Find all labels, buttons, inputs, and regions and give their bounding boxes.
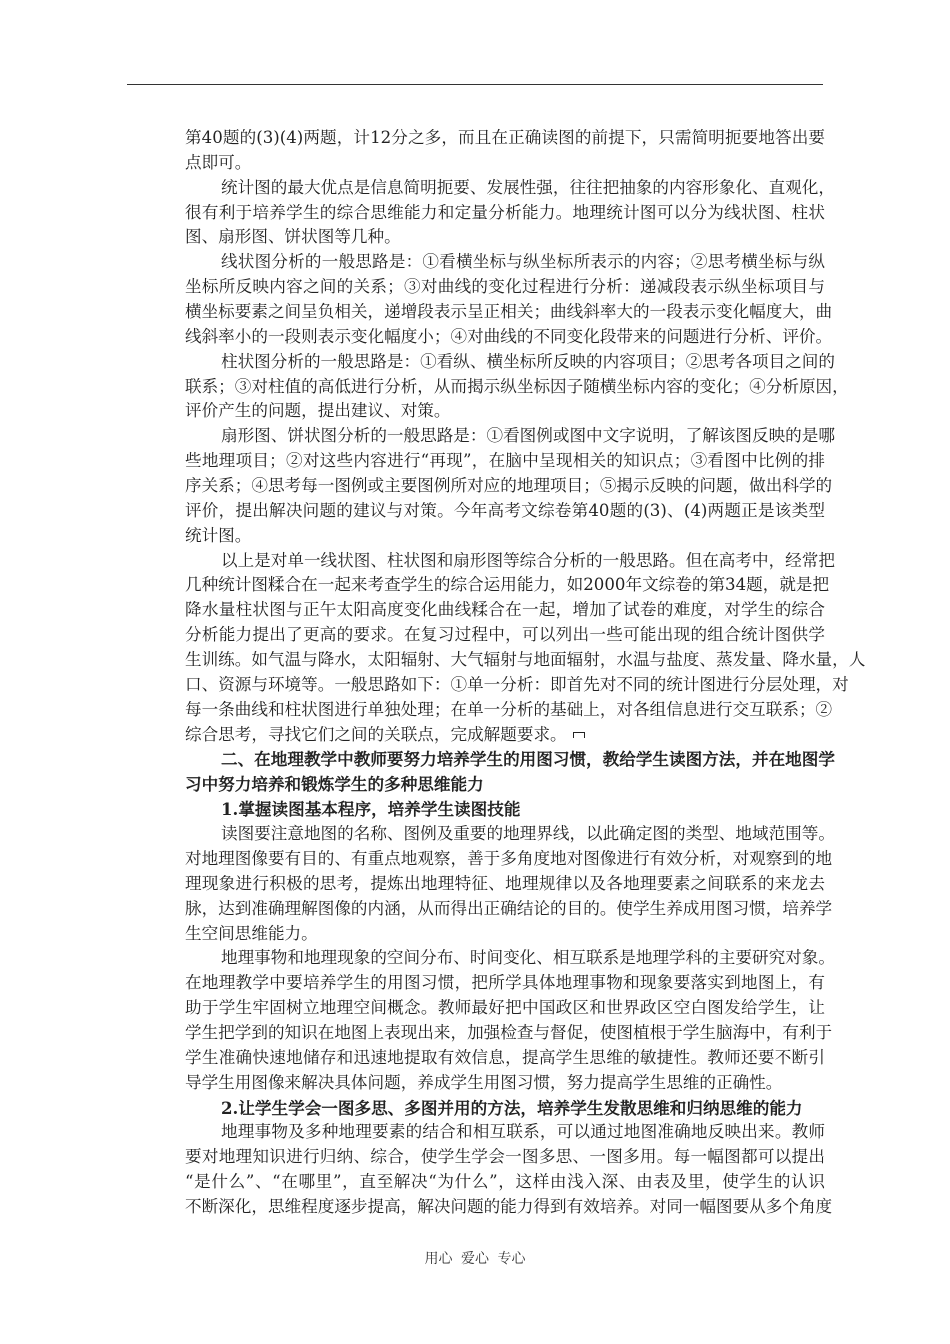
text-line: [185, 499, 825, 524]
line-text: “是什么”、“在哪里”，直至解决“为什么”，这样由浅入深、由表及里，使学生的认识: [185, 1172, 825, 1192]
text-line: [185, 673, 849, 698]
text-line: [185, 350, 835, 375]
line-text: 第40题的(3)(4)两题，计12分之多，而且在正确读图的前提下，只需简明扼要地答出要: [185, 128, 825, 147]
text-line: [185, 1021, 833, 1046]
text-line: [185, 325, 833, 350]
text-line: [185, 250, 825, 275]
text-line: [185, 399, 825, 424]
text-line: [185, 623, 825, 648]
text-line: [185, 723, 825, 748]
line-text: 学生准确快速地储存和迅速地提取有效信息，提高学生思维的敏捷性。教师还要不断引: [185, 1047, 825, 1067]
line-text: 要对地理知识进行归纳、综合，使学生学会一图多思、一图多用。每一幅图都可以提出: [185, 1147, 825, 1167]
header-rule: [127, 84, 823, 85]
line-text: 综合思考，寻找它们之间的关联点，完成解题要求。: [185, 724, 567, 744]
line-text: 很有利于培养学生的综合思维能力和定量分析能力。地理统计图可以分为线状图、柱状: [185, 202, 825, 222]
text-line: [185, 1120, 825, 1145]
text-line: [185, 1046, 825, 1071]
text-line: [185, 176, 835, 201]
text-line: [185, 946, 835, 971]
text-line: [185, 126, 825, 151]
line-text: 扇形图、饼状图分析的一般思路是：①看图例或图中文字说明，了解该图反映的是哪: [221, 426, 835, 446]
text-line: [185, 922, 825, 947]
section-heading-line: [185, 772, 825, 797]
text-line: [185, 201, 825, 226]
section-heading-line: [185, 1096, 825, 1121]
line-text: 柱状图分析的一般思路是：①看纵、横坐标所反映的内容项目；②思考各项目之间的: [221, 351, 835, 371]
text-line: [185, 1170, 825, 1195]
line-text: 生训练。如气温与降水，太阳辐射、大气辐射与地面辐射，水温与盐度、蒸发量、降水量，人: [185, 650, 866, 670]
line-text: 降水量柱状图与正午太阳高度变化曲线糅合在一起，增加了试卷的难度，对学生的综合: [185, 600, 825, 620]
text-line: [185, 375, 849, 400]
text-line: [185, 424, 835, 449]
line-text: 些地理项目；②对这些内容进行“再现”，在脑中呈现相关的知识点；③看图中比例的排: [185, 451, 825, 471]
line-text: 线斜率小的一段则表示变化幅度小；④对曲线的不同变化段带来的问题进行分析、评价。: [185, 326, 833, 346]
line-text: 脉，达到准确理解图像的内涵，从而得出正确结论的目的。使学生养成用图习惯，培养学: [185, 898, 833, 918]
line-text: 对地理图像要有目的、有重点地观察，善于多角度地对图像进行有效分析，对观察到的地: [185, 848, 833, 868]
line-text: 读图要注意地图的名称、图例及重要的地理界线，以此确定图的类型、地域范围等。: [221, 824, 835, 844]
line-text: 线状图分析的一般思路是：①看横坐标与纵坐标所表示的内容；②思考横坐标与纵: [221, 252, 825, 272]
section-heading-line: [185, 797, 825, 822]
text-line: [185, 449, 825, 474]
text-line: [185, 573, 830, 598]
line-text: 每一条曲线和柱状图进行单独处理；在单一分析的基础上，对各组信息进行交互联系；②: [185, 699, 833, 719]
text-line: [185, 549, 835, 574]
text-line: [185, 1071, 825, 1096]
line-text: 不断深化，思维程度逐步提高，解决问题的能力得到有效培养。对同一幅图要从多个角度: [185, 1196, 833, 1216]
line-text: 坐标所反映内容之间的关系；③对曲线的变化过程进行分析：递减段表示纵坐标项目与: [185, 277, 825, 297]
text-line: [185, 698, 833, 723]
text-line: [185, 225, 825, 250]
text-line: [185, 971, 825, 996]
line-text: 1.掌握读图基本程序，培养学生读图技能: [221, 799, 521, 820]
line-text: 统计图。: [185, 525, 252, 545]
line-text: 2.让学生学会一图多思、多图并用的方法，培养学生发散思维和归纳思维的能力: [221, 1097, 803, 1118]
line-text: 生空间思维能力。: [185, 923, 318, 943]
text-line: [185, 1195, 833, 1220]
text-line: [185, 151, 825, 176]
text-line: [185, 598, 825, 623]
text-line: [185, 300, 833, 325]
line-text: 二、在地理教学中教师要努力培养学生的用图习惯，教给学生读图方法，并在地图学: [221, 749, 835, 770]
line-text: 习中努力培养和锻炼学生的多种思维能力: [185, 774, 484, 795]
text-line: [185, 822, 835, 847]
text-line: [185, 474, 833, 499]
line-text: 分析能力提出了更高的要求。在复习过程中，可以列出一些可能出现的组合统计图供学: [185, 625, 825, 645]
line-text: 以上是对单一线状图、柱状图和扇形图等综合分析的一般思路。但在高考中，经常把: [221, 550, 835, 570]
document-body: [185, 126, 866, 1220]
text-line: [185, 1145, 825, 1170]
line-text: 点即可。: [185, 152, 252, 172]
line-text: 评价产生的问题，提出建议、对策。: [185, 401, 451, 421]
page-footer: 用心 爱心 专心: [424, 1251, 526, 1267]
text-line: [185, 996, 825, 1021]
line-text: 学生把学到的知识在地图上表现出来，加强检查与督促，使图植根于学生脑海中，有利于: [185, 1022, 833, 1042]
text-line: [185, 648, 866, 673]
line-text: 序关系；④思考每一图例或主要图例所对应的地理项目；⑤揭示反映的问题，做出科学的: [185, 476, 833, 496]
line-text: 在地理教学中要培养学生的用图习惯，把所学具体地理事物和现象要落实到地图上，有: [185, 973, 825, 993]
text-line: [185, 524, 825, 549]
section-heading-line: [185, 747, 835, 772]
line-text: 联系；③对柱值的高低进行分析，从而揭示纵坐标因子随横坐标内容的变化；④分析原因，: [185, 376, 849, 396]
line-text: 地理事物和地理现象的空间分布、时间变化、相互联系是地理学科的主要研究对象。: [221, 948, 835, 968]
line-text: 地理事物及多种地理要素的结合和相互联系，可以通过地图准确地反映出来。教师: [221, 1122, 825, 1142]
text-line: [185, 847, 833, 872]
line-text: 横坐标要素之间呈负相关，递增段表示呈正相关；曲线斜率大的一段表示变化幅度大，曲: [185, 302, 833, 322]
line-text: 几种统计图糅合在一起来考查学生的综合运用能力，如2000年文综卷的第34题，就是把: [185, 575, 830, 595]
text-line: [185, 275, 825, 300]
line-text: 理现象进行积极的思考，提炼出地理特征、地理规律以及各地理要素之间联系的来龙去: [185, 873, 825, 893]
text-line: [185, 897, 833, 922]
line-text: 助于学生牢固树立地理空间概念。教师最好把中国政区和世界政区空白图发给学生，让: [185, 998, 825, 1018]
bracket-mark-icon: [573, 732, 585, 738]
line-text: 评价，提出解决问题的建议与对策。今年高考文综卷第40题的(3)、(4)两题正是该类型: [185, 500, 825, 520]
line-text: 统计图的最大优点是信息简明扼要、发展性强，往往把抽象的内容形象化、直观化，: [221, 177, 835, 197]
line-text: 导学生用图像来解决具体问题，养成学生用图习惯，努力提高学生思维的正确性。: [185, 1072, 783, 1092]
line-text: 图、扇形图、饼状图等几种。: [185, 227, 401, 247]
line-text: 口、资源与环境等。一般思路如下：①单一分析：即首先对不同的统计图进行分层处理，对: [185, 674, 849, 694]
text-line: [185, 872, 825, 897]
